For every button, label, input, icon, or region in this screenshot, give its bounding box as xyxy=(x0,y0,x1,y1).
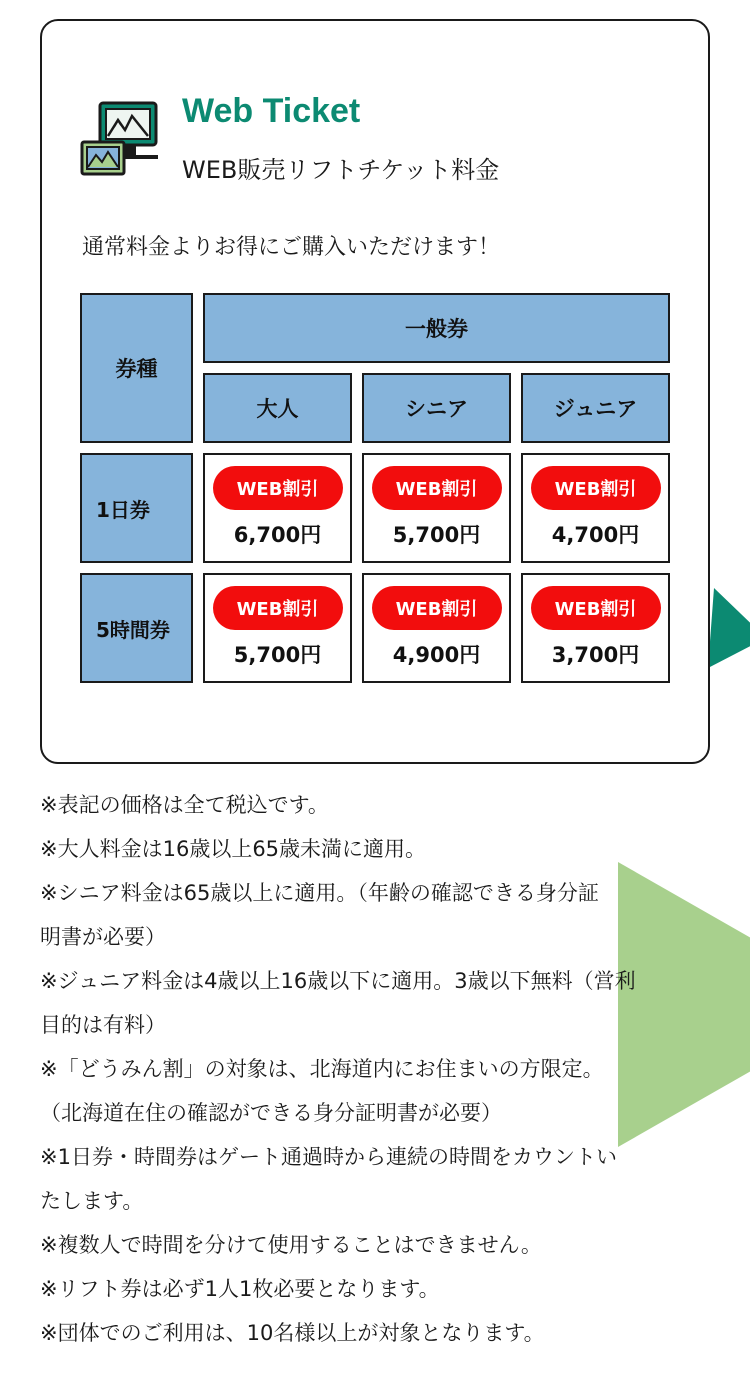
note-line: ※団体でのご利用は、10名様以上が対象となります。 xyxy=(40,1321,545,1345)
decorative-teal-triangle xyxy=(706,588,750,668)
note-line: ※1日券・時間券はゲート通過時から連続の時間をカウントい xyxy=(40,1145,617,1169)
price-cell xyxy=(521,573,670,683)
web-discount-badge: WEB割引 xyxy=(213,466,343,510)
price-amount: 4,700円 xyxy=(551,523,640,547)
note-line: ※複数人で時間を分けて使用することはできません。 xyxy=(40,1233,542,1257)
ticket-type-header: 券種 xyxy=(80,293,193,443)
note-line: （北海道在住の確認ができる身分証明書が必要） xyxy=(40,1101,502,1125)
price-amount: 5,700円 xyxy=(392,523,481,547)
column-header-adult: 大人 xyxy=(203,373,352,443)
note-line: たします。 xyxy=(40,1189,144,1213)
price-cell xyxy=(362,453,511,563)
price-cell xyxy=(362,573,511,683)
note-line: ※表記の価格は全て税込です。 xyxy=(40,793,329,817)
web-discount-badge: WEB割引 xyxy=(372,466,502,510)
column-header-junior: ジュニア xyxy=(521,373,670,443)
price-cell xyxy=(203,573,352,683)
notes-list xyxy=(40,783,720,1355)
page-title: Web Ticket xyxy=(182,92,361,130)
note-line: 目的は有料） xyxy=(40,1013,166,1037)
subtitle: WEB販売リフトチケット料金 xyxy=(182,156,500,184)
monitor-mountain-icon xyxy=(80,100,162,182)
note-line: ※ジュニア料金は4歳以上16歳以下に適用。3歳以下無料（営利 xyxy=(40,969,636,993)
web-discount-badge: WEB割引 xyxy=(531,586,661,630)
note-line: ※シニア料金は65歳以上に適用。（年齢の確認できる身分証 xyxy=(40,881,599,905)
lead-text: 通常料金よりお得にご購入いただけます！ xyxy=(82,235,501,260)
price-amount: 5,700円 xyxy=(233,643,322,667)
note-line: ※「どうみん割」の対象は、北海道内にお住まいの方限定。 xyxy=(40,1057,604,1081)
row-header-5hour: 5時間券 xyxy=(80,573,193,683)
price-cell xyxy=(203,453,352,563)
column-header-senior: シニア xyxy=(362,373,511,443)
price-amount: 6,700円 xyxy=(233,523,322,547)
web-discount-badge: WEB割引 xyxy=(372,586,502,630)
note-line: ※リフト券は必ず1人1枚必要となります。 xyxy=(40,1277,440,1301)
note-line: 明書が必要） xyxy=(40,925,166,949)
price-cell xyxy=(521,453,670,563)
web-discount-badge: WEB割引 xyxy=(213,586,343,630)
row-header-1day: 1日券 xyxy=(80,453,193,563)
general-ticket-header: 一般券 xyxy=(203,293,670,363)
price-amount: 4,900円 xyxy=(392,643,481,667)
note-line: ※大人料金は16歳以上65歳未満に適用。 xyxy=(40,837,427,861)
price-amount: 3,700円 xyxy=(551,643,640,667)
web-discount-badge: WEB割引 xyxy=(531,466,661,510)
